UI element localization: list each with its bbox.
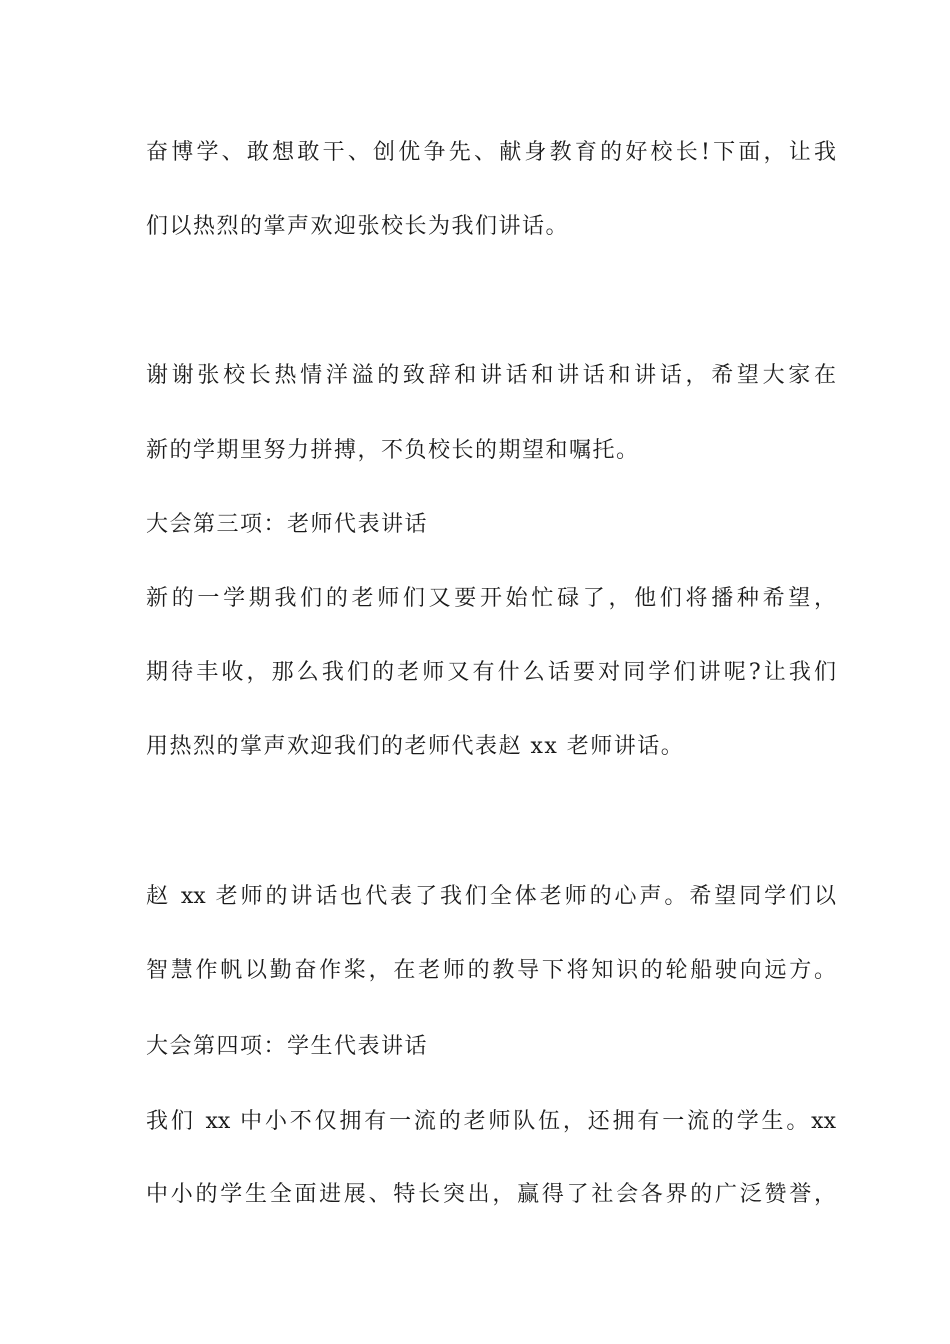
paragraph-line-9: 智慧作帆以勤奋作桨，在老师的教导下将知识的轮船驶向远方。	[146, 958, 836, 983]
paragraph-line-10: 我们 xx 中小不仅拥有一流的老师队伍，还拥有一流的学生。xx	[146, 1109, 836, 1134]
paragraph-line-2: 们以热烈的掌声欢迎张校长为我们讲话。	[146, 214, 570, 239]
paragraph-line-4: 新的学期里努力拼搏，不负校长的期望和嘱托。	[146, 438, 640, 463]
paragraph-line-6: 期待丰收，那么我们的老师又有什么话要对同学们讲呢?让我们	[146, 660, 836, 685]
paragraph-line-8: 赵 xx 老师的讲话也代表了我们全体老师的心声。希望同学们以	[146, 884, 836, 909]
paragraph-line-1: 奋博学、敢想敢干、创优争先、献身教育的好校长!下面，让我	[146, 140, 836, 165]
section-heading-4: 大会第四项：学生代表讲话	[146, 1034, 429, 1059]
section-heading-3: 大会第三项：老师代表讲话	[146, 512, 429, 537]
paragraph-line-7: 用热烈的掌声欢迎我们的老师代表赵 xx 老师讲话。	[146, 734, 685, 759]
paragraph-line-3: 谢谢张校长热情洋溢的致辞和讲话和讲话和讲话，希望大家在	[146, 363, 836, 388]
paragraph-line-11: 中小的学生全面进展、特长突出，赢得了社会各界的广泛赞誉，	[146, 1182, 836, 1207]
paragraph-line-5: 新的一学期我们的老师们又要开始忙碌了，他们将播种希望，	[146, 586, 836, 611]
